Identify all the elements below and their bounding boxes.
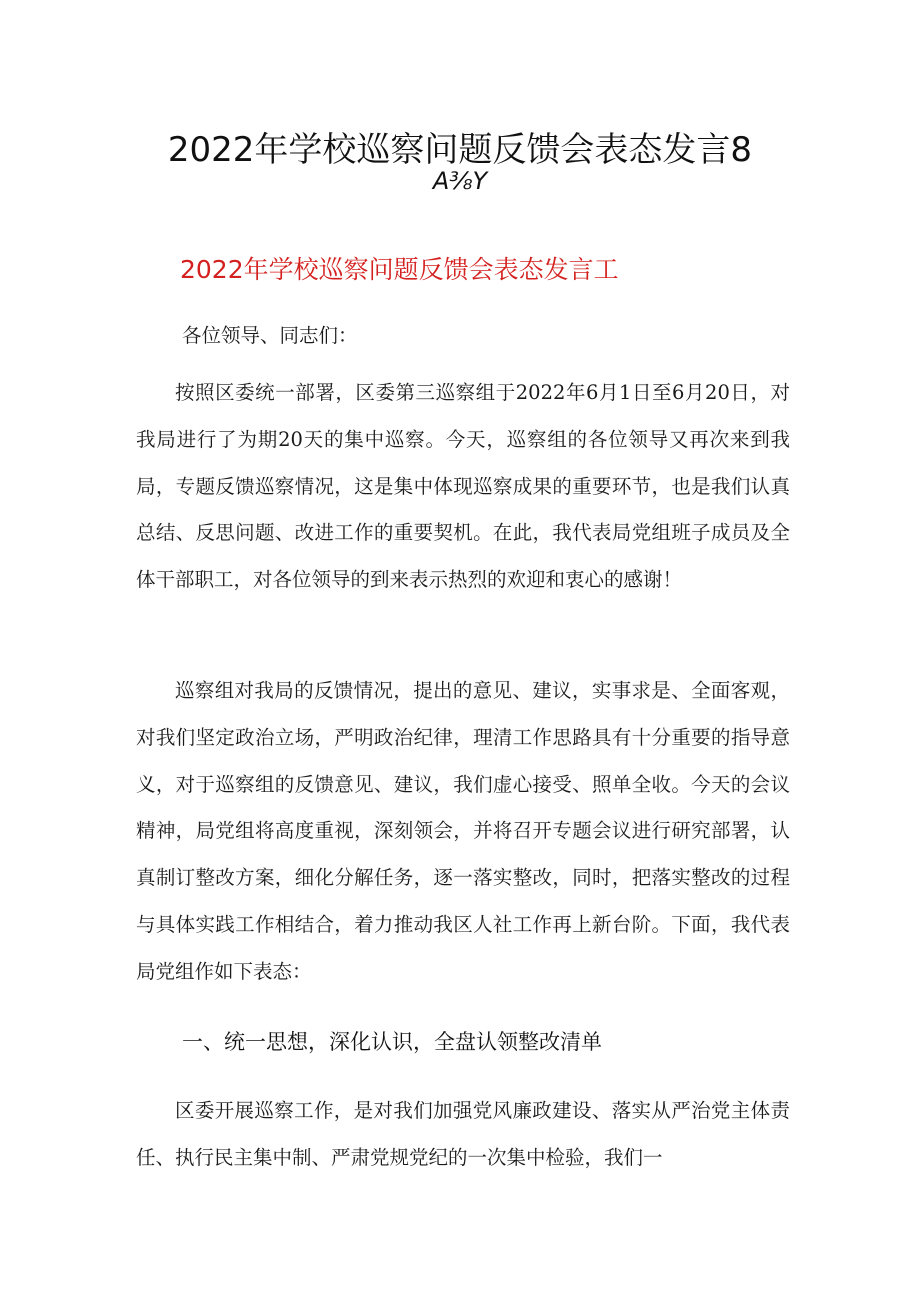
document-title-continuation: A⅜Y xyxy=(432,167,488,195)
paragraph-1: 按照区委统一部署，区委第三巡察组于2022年6月1日至6月20日，对我局进行了为期20天的集中巡察。今天，巡察组的各位领导又再次来到我局，专题反馈巡察情况，这是集中体现巡察成果的重要环节，也是我们认真总结、反思问题、改进工作的重要契机。在此，我代表局党组班子成员及全体干部职工，对各位领导的到来表示热烈的欢迎和衷心的感谢！ xyxy=(136,381,790,592)
salutation: 各位领导、同志们： xyxy=(182,324,358,347)
paragraph-2: 巡察组对我局的反馈情况，提出的意见、建议，实事求是、全面客观，对我们坚定政治立场，严明政治纪律，理清工作思路具有十分重要的指导意义，对于巡察组的反馈意见、建议，我们虚心接受、照单全收。今天的会议精神，局党组将高度重视，深刻领会，并将召开专题会议进行研究部署，认真制订整改方案，细化分解任务，逐一落实整改，同时，把落实整改的过程与具体实践工作相结合，着力推动我区人社工作再上新台阶。下面，我代表局党组作如下表态： xyxy=(136,679,790,983)
section-heading-1: 一、统一思想，深化认识，全盘认领整改清单 xyxy=(182,1030,602,1054)
document-subtitle: 2022年学校巡察问题反馈会表态发言工 xyxy=(180,255,619,284)
document-title: 2022年学校巡察问题反馈会表态发言8 xyxy=(167,130,753,170)
paragraph-3: 区委开展巡察工作，是对我们加强党风廉政建设、落实从严治党主体责任、执行民主集中制、严肃党规党纪的一次集中检验，我们一 xyxy=(136,1099,790,1169)
